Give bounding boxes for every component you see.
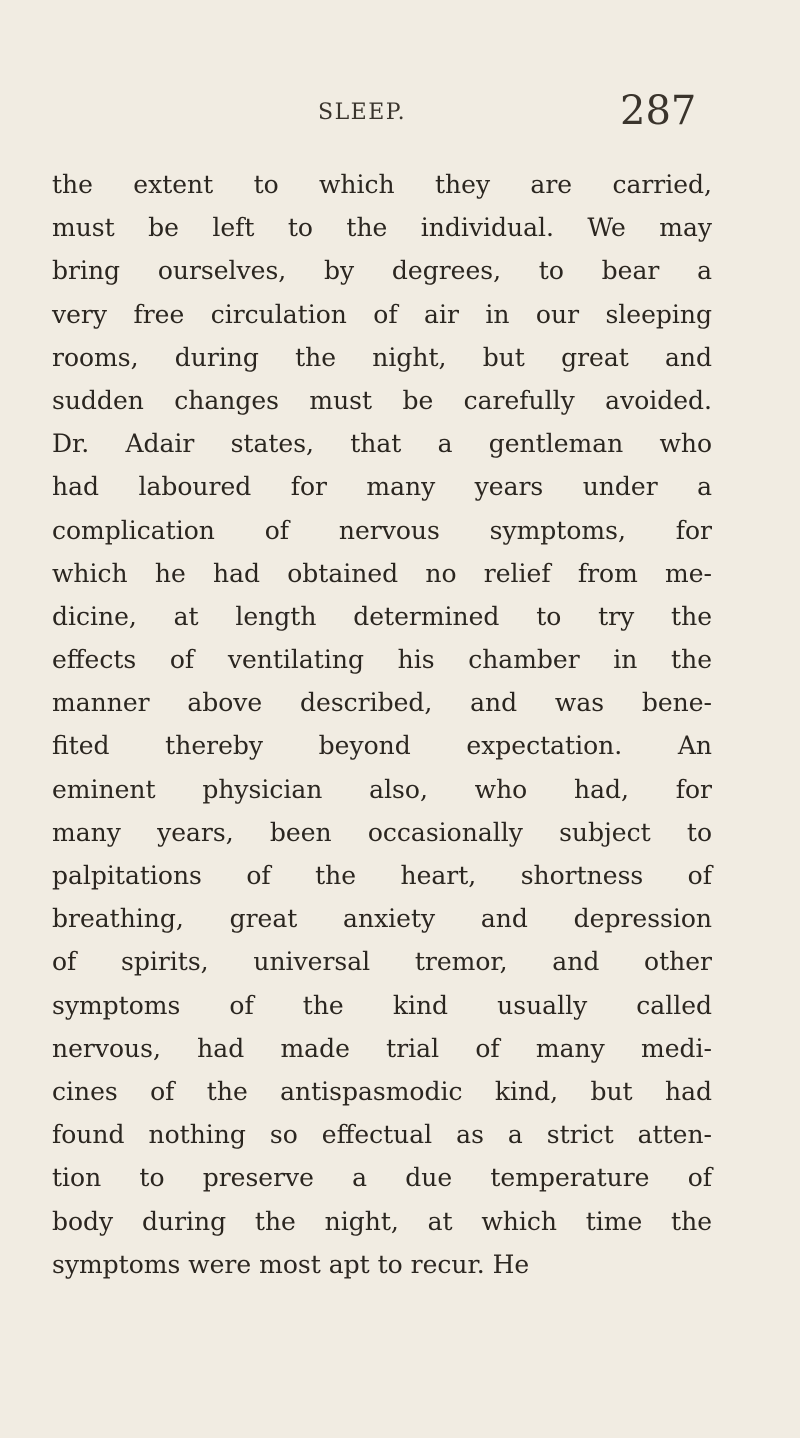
text-line: complication of nervous symptoms, for bbox=[52, 515, 712, 545]
text-line: sudden changes must be carefully avoided. bbox=[52, 385, 712, 415]
text-line: dicine, at length determined to try the bbox=[52, 601, 712, 631]
text-line: rooms, during the night, but great and bbox=[52, 342, 712, 372]
text-line: fited thereby beyond expectation. An bbox=[52, 731, 712, 761]
running-head: SLEEP. bbox=[318, 100, 407, 125]
text-line: manner above described, and was bene- bbox=[52, 688, 712, 718]
text-line: of spirits, universal tremor, and other bbox=[52, 947, 712, 977]
text-line: very free circulation of air in our sleeping bbox=[52, 299, 712, 329]
text-line: many years, been occasionally subject to bbox=[52, 817, 712, 847]
text-line: eminent physician also, who had, for bbox=[52, 774, 712, 804]
text-line: had laboured for many years under a bbox=[52, 472, 712, 502]
text-line: palpitations of the heart, shortness of bbox=[52, 861, 712, 890]
text-line: found nothing so effectual as a strict atten- bbox=[52, 1120, 712, 1150]
text-line: the extent to which they are carried, bbox=[52, 170, 712, 199]
text-line: which he had obtained no relief from me- bbox=[52, 558, 712, 588]
text-line: tion to preserve a due temperature of bbox=[52, 1163, 712, 1193]
text-line: symptoms were most apt to recur. He bbox=[52, 1249, 530, 1279]
text-line: effects of ventilating his chamber in the bbox=[52, 645, 712, 675]
text-line: nervous, had made trial of many medi- bbox=[52, 1033, 712, 1063]
text-line: must be left to the individual. We may bbox=[52, 213, 712, 243]
text-line: breathing, great anxiety and depression bbox=[52, 904, 712, 934]
text-line: Dr. Adair states, that a gentleman who bbox=[52, 429, 712, 459]
page-number: 287 bbox=[620, 88, 697, 134]
text-line: symptoms of the kind usually called bbox=[52, 990, 712, 1020]
text-line: bring ourselves, by degrees, to bear a bbox=[52, 256, 712, 286]
text-line: cines of the antispasmodic kind, but had bbox=[52, 1076, 712, 1106]
text-line: body during the night, at which time the bbox=[52, 1206, 712, 1236]
body-text bbox=[52, 163, 712, 1286]
